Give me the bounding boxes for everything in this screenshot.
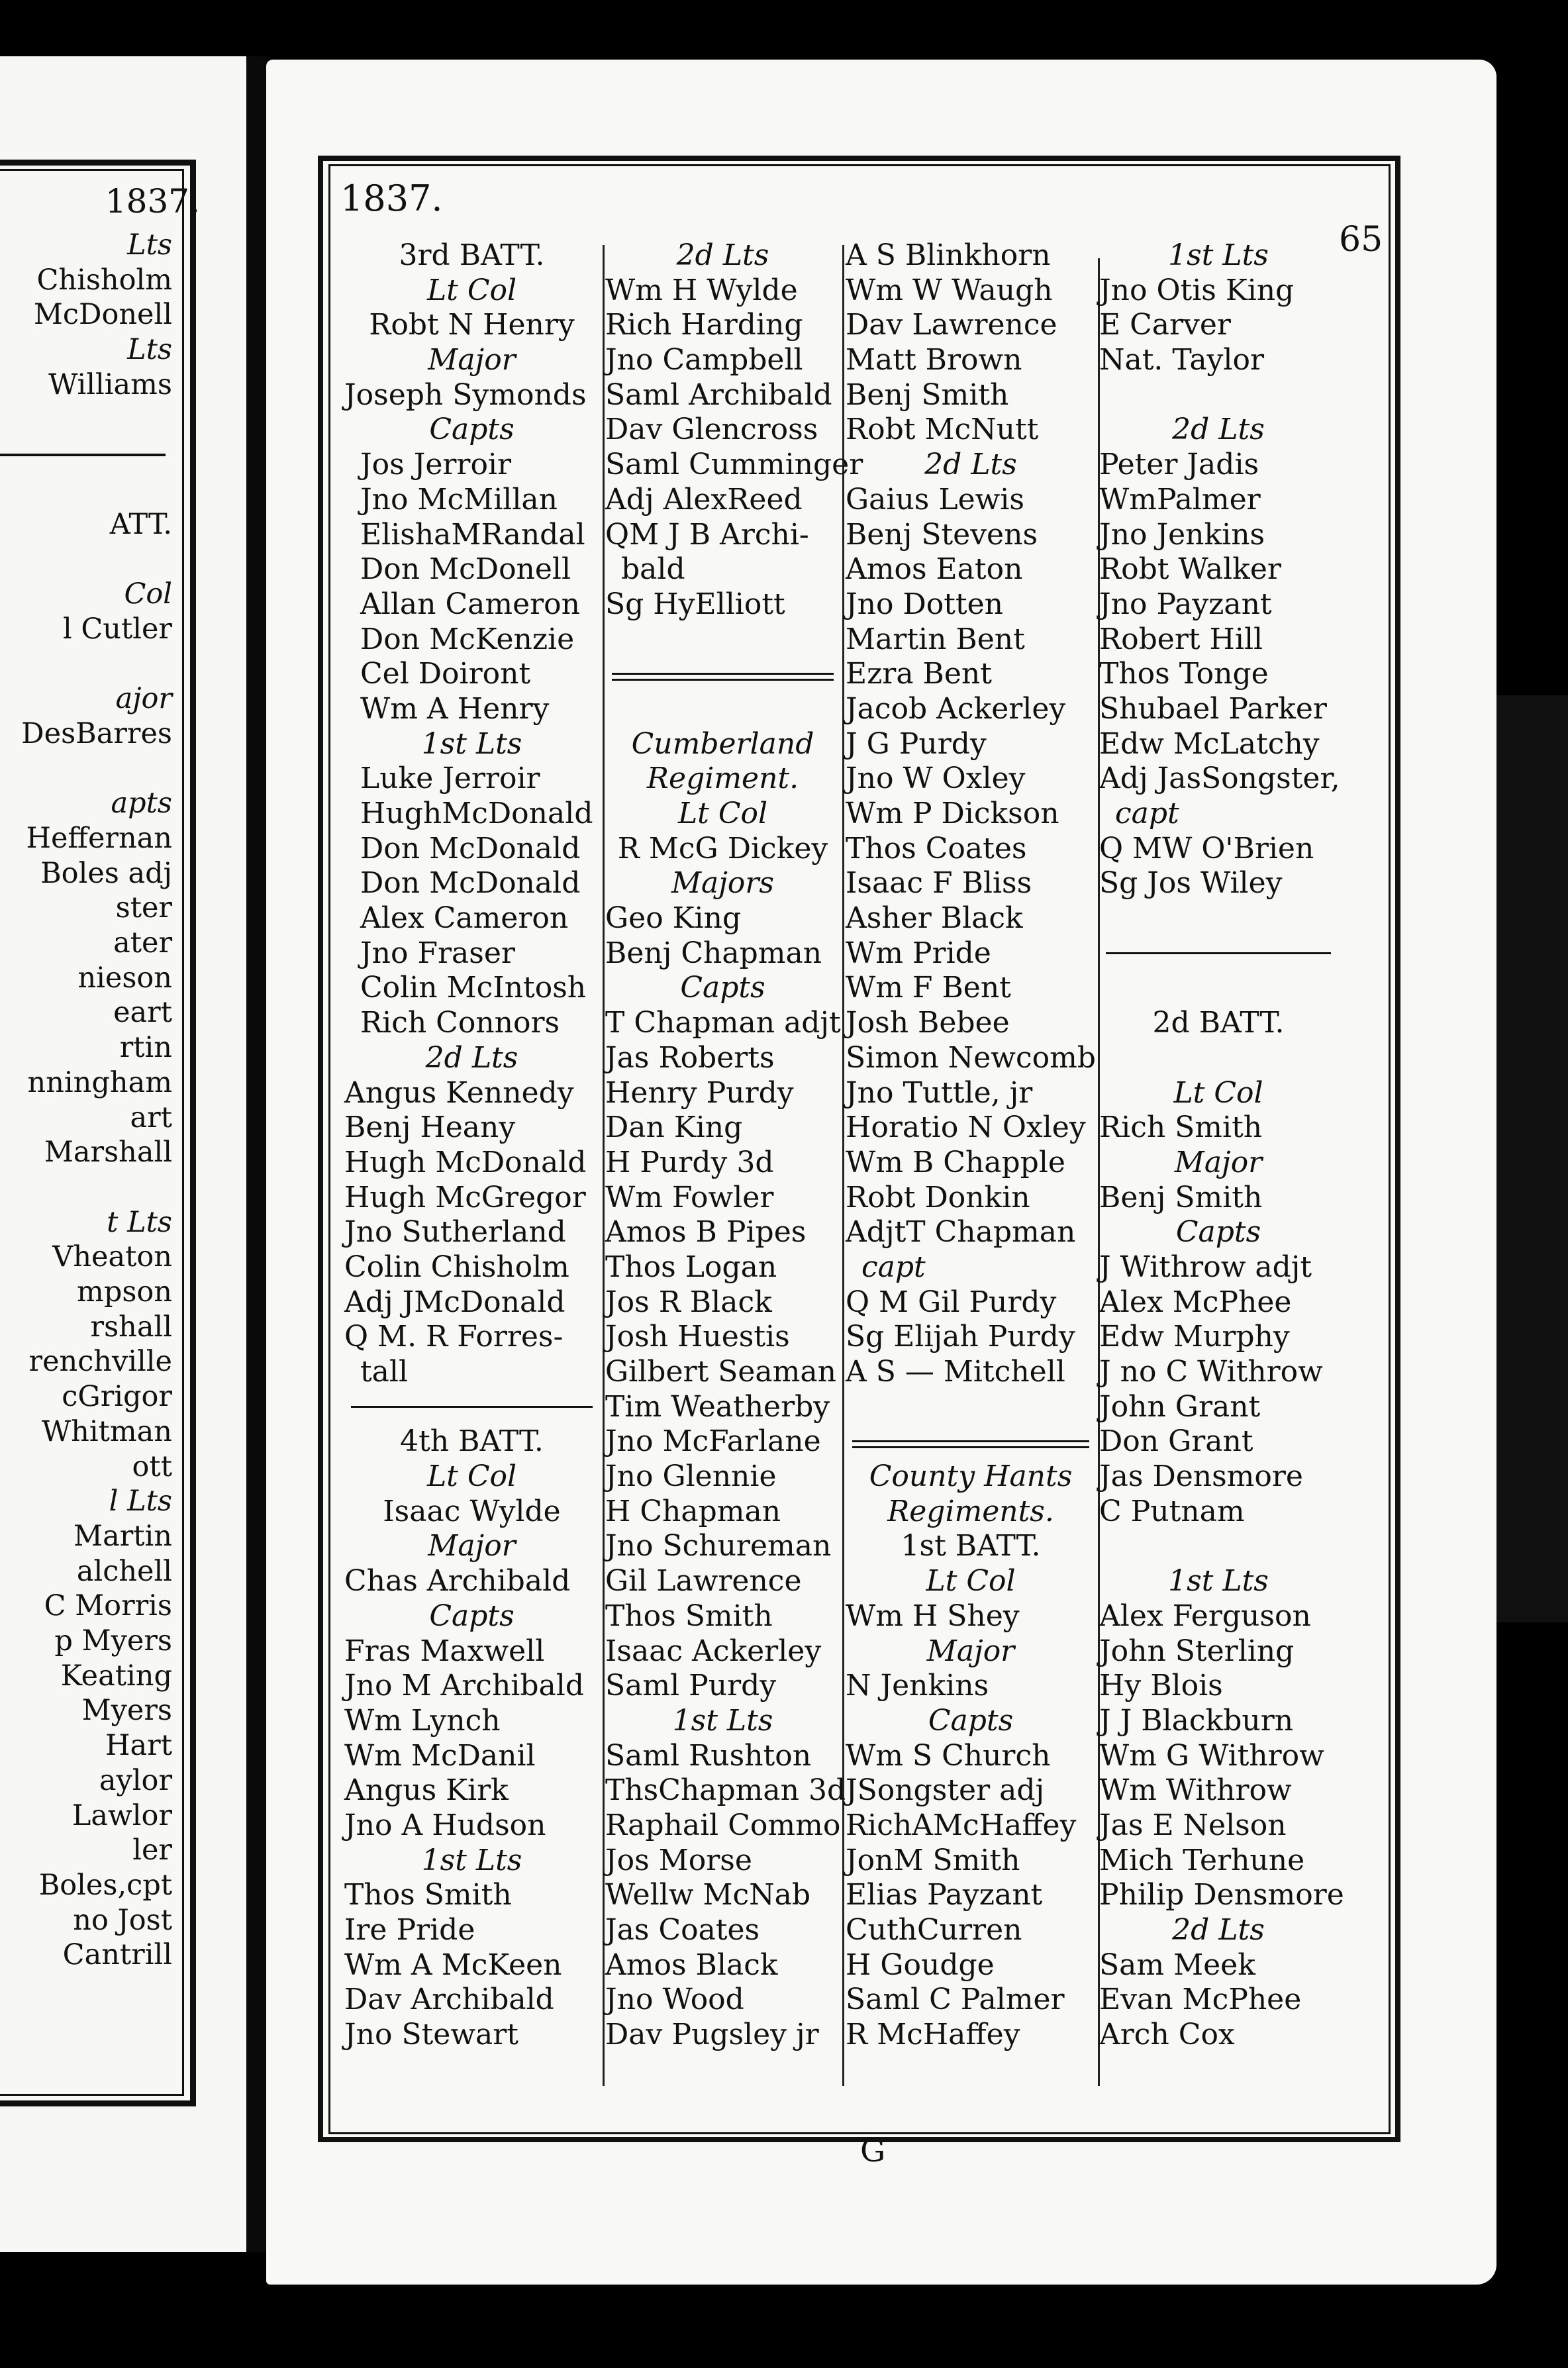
roster-entry: Raphail Commo [605, 1808, 841, 1842]
roster-entry: Robt Donkin [846, 1180, 1030, 1214]
roster-entry: Q M. R Forres- [344, 1320, 564, 1354]
roster-entry: Dav Archibald [344, 1983, 554, 2017]
roster-entry: Adj AlexReed [605, 482, 803, 517]
roster-entry: Jno Campbell [605, 343, 803, 377]
facing-page-line: eart [113, 996, 172, 1030]
roster-entry: Wellw McNab [605, 1878, 811, 1912]
roster-entry: Jno Stewart [344, 2018, 518, 2052]
roster-entry: Philip Densmore [1099, 1878, 1344, 1912]
roster-entry: R McG Dickey [617, 831, 828, 865]
roster-entry: Robt McNutt [846, 413, 1039, 447]
facing-page-line: Col [124, 577, 172, 611]
section-heading: Cumberland [631, 726, 814, 761]
section-heading: Capts [429, 413, 514, 447]
signature-mark: G [860, 2132, 886, 2169]
spacer [1099, 971, 1338, 1006]
section-heading: 1st Lts [672, 1703, 773, 1738]
roster-entry: Shubael Parker [1099, 691, 1327, 726]
roster-entry: John Sterling [1099, 1634, 1295, 1668]
section-heading: Lt Col [426, 1459, 517, 1494]
roster-entry: H Goudge [846, 1948, 995, 1982]
column-2 [605, 238, 863, 2053]
roster-entry: Don McDonald [360, 866, 581, 901]
roster-entry: CuthCurren [846, 1913, 1022, 1947]
roster-entry: T Chapman adjt [605, 1006, 841, 1040]
roster-entry: Joseph Symonds [344, 377, 587, 412]
roster-entry: Jno Tuttle, jr [846, 1075, 1033, 1110]
roster-entry: Rich Connors [360, 1006, 560, 1040]
spacer [1099, 378, 1338, 413]
section-heading: Major [428, 343, 516, 377]
spacer [605, 622, 840, 658]
roster-entry: JSongster adj [846, 1773, 1045, 1808]
section-heading: 2d Lts [924, 448, 1017, 482]
roster-entry: H Chapman [605, 1494, 781, 1528]
section-heading: Major [1174, 1145, 1263, 1179]
facing-page-line: McDonell [33, 298, 172, 332]
roster-entry: Sg Jos Wiley [1099, 866, 1283, 901]
roster-entry: J J Blackburn [1099, 1703, 1294, 1738]
roster-entry: Q MW O'Brien [1099, 831, 1314, 865]
roster-entry: Peter Jadis [1099, 448, 1259, 482]
roster-entry: Amos Eaton [846, 552, 1023, 587]
roster-entry: Jno McFarlane [605, 1424, 821, 1459]
roster-entry: Dan King [605, 1110, 743, 1145]
roster-entry: Dav Lawrence [846, 308, 1057, 342]
roster-entry: Luke Jerroir [360, 762, 540, 796]
facing-page-line: Martin [74, 1519, 172, 1553]
roster-entry: Horatio N Oxley [846, 1110, 1086, 1145]
roster-entry: Wm S Church [846, 1738, 1051, 1773]
roster-entry: Robert Hill [1099, 622, 1263, 656]
section-heading: Lt Col [426, 273, 517, 307]
roster-entry: Benj Smith [846, 377, 1009, 412]
roster-entry: Angus Kennedy [344, 1075, 574, 1110]
roster-entry: ElishaMRandal [360, 517, 585, 552]
roster-entry: Colin Chisholm [344, 1250, 569, 1284]
roster-entry: Jas E Nelson [1099, 1808, 1287, 1842]
spacer [1099, 901, 1338, 936]
roster-entry: Jno Sutherland [344, 1215, 566, 1250]
roster-entry: Wm McDanil [344, 1738, 536, 1773]
roster-entry: Edw Murphy [1099, 1320, 1290, 1354]
roster-entry: Josh Huestis [605, 1320, 790, 1354]
roster-entry: Don McKenzie [360, 622, 575, 656]
roster-entry: Thos Smith [344, 1878, 512, 1912]
roster-entry: Martin Bent [846, 622, 1025, 656]
section-heading: Capts [429, 1599, 514, 1633]
main-page [266, 60, 1496, 2285]
facing-page-line: rshall [90, 1310, 172, 1344]
facing-page-line: rtin [119, 1031, 172, 1065]
roster-entry: J G Purdy [846, 726, 987, 761]
section-heading: 1st BATT. [901, 1529, 1041, 1563]
roster-entry: N Jenkins [846, 1669, 989, 1703]
roster-entry: Ire Pride [344, 1913, 475, 1947]
facing-page-line: alchell [76, 1554, 172, 1588]
roster-entry: Gilbert Seaman [605, 1355, 836, 1389]
page-year: 1837. [340, 177, 443, 219]
roster-entry: Jos R Black [605, 1285, 772, 1319]
roster-entry: Geo King [605, 901, 742, 936]
facing-page-line: C Morris [44, 1589, 172, 1623]
facing-page-line: l Cutler [62, 612, 172, 646]
roster-entry: Gil Lawrence [605, 1564, 802, 1599]
facing-page-line: DesBarres [21, 716, 172, 750]
section-heading: 2d Lts [1172, 1913, 1265, 1947]
roster-entry: Wm F Bent [846, 971, 1011, 1005]
roster-entry: Asher Black [846, 901, 1023, 936]
roster-entry: HughMcDonald [360, 797, 593, 830]
facing-page-line: nieson [77, 961, 172, 995]
roster-entry: Alex McPhee [1099, 1285, 1292, 1319]
roster-entry: Amos B Pipes [605, 1215, 807, 1250]
roster-entry: Isaac Ackerley [605, 1634, 822, 1668]
facing-page-line: Lawlor [72, 1799, 172, 1832]
roster-entry: Sg HyElliott [605, 587, 785, 621]
roster-entry: Jacob Ackerley [846, 691, 1066, 726]
roster-entry: Rich Smith [1099, 1110, 1263, 1145]
background-shadow [1496, 695, 1568, 1622]
roster-entry: Don McDonell [360, 552, 571, 587]
roster-entry: Arch Cox [1099, 2018, 1235, 2052]
section-heading: 1st Lts [1168, 238, 1269, 272]
facing-page-line: Vheaton [52, 1240, 172, 1274]
facing-page-line: mpson [77, 1275, 172, 1308]
column-rule [603, 245, 605, 2086]
facing-page-line: p Myers [54, 1624, 172, 1657]
roster-entry: Robt N Henry [369, 308, 575, 342]
page-number: 65 [1339, 220, 1383, 260]
roster-entry: Saml Cumminger [605, 448, 863, 482]
facing-page-line: ajor [115, 682, 172, 716]
facing-page-line: ott [132, 1450, 172, 1483]
roster-entry: Saml C Palmer [846, 1983, 1065, 2017]
roster-entry: Wm Lynch [344, 1703, 501, 1738]
facing-page-line: Boles adj [40, 856, 172, 890]
facing-page-line: ster [115, 891, 172, 925]
roster-entry: capt [861, 1250, 926, 1284]
facing-page-line: Chisholm [36, 263, 172, 297]
section-heading: Lt Col [926, 1564, 1016, 1599]
roster-entry: Jno A Hudson [344, 1808, 546, 1842]
section-rule [0, 454, 166, 456]
facing-page-line: cGrigor [62, 1380, 172, 1414]
column-4 [1099, 238, 1344, 2053]
section-rule [344, 1390, 599, 1425]
roster-entry: Robt Walker [1099, 552, 1281, 587]
facing-page-line: Hart [105, 1729, 172, 1763]
roster-entry: Alex Cameron [360, 901, 569, 936]
roster-entry: Fras Maxwell [344, 1634, 545, 1668]
roster-entry: Mich Terhune [1099, 1843, 1305, 1877]
roster-entry: Isaac F Bliss [846, 866, 1032, 901]
facing-page [0, 56, 246, 2252]
section-heading: 2d BATT. [1152, 1006, 1285, 1040]
roster-entry: Thos Smith [605, 1599, 773, 1633]
roster-entry: Sg Elijah Purdy [846, 1320, 1075, 1354]
roster-entry: Wm Fowler [605, 1180, 774, 1214]
roster-entry: RichAMcHaffey [846, 1808, 1077, 1842]
roster-entry: Ezra Bent [846, 657, 992, 691]
roster-entry: Jno Otis King [1099, 273, 1295, 307]
roster-entry: Jos Jerroir [360, 448, 512, 482]
roster-entry: Jno M Archibald [344, 1669, 584, 1703]
roster-entry: R McHaffey [846, 2018, 1020, 2052]
roster-entry: Jno McMillan [360, 482, 558, 517]
roster-entry: C Putnam [1099, 1494, 1245, 1528]
facing-page-line: Cantrill [62, 1938, 172, 1972]
facing-page-line: Boles,cpt [38, 1868, 172, 1902]
facing-page-line: aylor [99, 1763, 172, 1797]
column-3 [846, 238, 1096, 2053]
section-heading: 2d Lts [1172, 413, 1265, 447]
facing-page-line: Lts [127, 228, 172, 262]
section-heading: 3rd BATT. [399, 238, 545, 272]
section-heading: Lt Col [1173, 1075, 1263, 1110]
roster-entry: ThsChapman 3d [605, 1773, 846, 1808]
facing-page-line: apts [111, 787, 172, 820]
roster-entry: Benj Smith [1099, 1180, 1263, 1214]
roster-entry: Jno Payzant [1099, 587, 1272, 621]
roster-entry: Elias Payzant [846, 1878, 1043, 1912]
facing-page-line: ler [132, 1834, 172, 1867]
roster-entry: Henry Purdy [605, 1075, 794, 1110]
roster-entry: Colin McIntosh [360, 971, 587, 1005]
book-gutter [246, 56, 266, 2252]
roster-entry: Thos Coates [846, 831, 1027, 865]
section-heading: Regiment. [646, 762, 799, 796]
section-rule [1099, 936, 1338, 971]
section-heading: Regiments. [887, 1494, 1054, 1528]
roster-entry: Dav Pugsley jr [605, 2018, 819, 2052]
roster-entry: Thos Logan [605, 1250, 777, 1284]
facing-page-line: t Lts [107, 1205, 172, 1239]
roster-entry: tall [360, 1355, 409, 1389]
roster-entry: J no C Withrow [1099, 1355, 1323, 1389]
roster-entry: Adj JasSongster, [1099, 762, 1340, 796]
section-heading: 1st Lts [421, 726, 522, 761]
section-rule [605, 657, 840, 692]
roster-entry: Benj Stevens [846, 517, 1038, 552]
roster-entry: Matt Brown [846, 343, 1022, 377]
roster-entry: Edw McLatchy [1099, 726, 1320, 761]
roster-entry: Wm Withrow [1099, 1773, 1292, 1808]
roster-entry: Wm B Chapple [846, 1145, 1065, 1179]
roster-entry: Benj Heany [344, 1110, 516, 1145]
roster-entry: Adj JMcDonald [344, 1285, 565, 1319]
spacer [605, 692, 840, 727]
facing-page-line: Myers [81, 1694, 172, 1728]
facing-page-line: Heffernan [26, 821, 172, 855]
facing-page-line: Williams [48, 368, 172, 401]
facing-page-line: renchville [28, 1345, 172, 1379]
roster-entry: Wm A Henry [360, 691, 550, 726]
roster-entry: Cel Doiront [360, 657, 531, 691]
roster-entry: Thos Tonge [1099, 657, 1269, 691]
section-heading: Capts [680, 971, 765, 1005]
roster-entry: Sam Meek [1099, 1948, 1255, 1982]
roster-entry: Wm H Shey [846, 1599, 1020, 1633]
roster-entry: Allan Cameron [360, 587, 580, 621]
roster-entry: Jno Wood [605, 1983, 744, 2017]
roster-entry: Jno Jenkins [1099, 517, 1265, 552]
section-heading: 2d Lts [676, 238, 769, 272]
roster-entry: A S Blinkhorn [846, 238, 1051, 272]
roster-entry: bald [621, 552, 685, 587]
roster-entry: Wm P Dickson [846, 797, 1059, 830]
roster-entry: Wm G Withrow [1099, 1738, 1324, 1773]
roster-entry: Jos Morse [605, 1843, 752, 1877]
roster-entry: Benj Chapman [605, 936, 822, 970]
roster-entry: J Withrow adjt [1099, 1250, 1312, 1284]
facing-page-line: Keating [60, 1659, 172, 1693]
section-heading: 2d Lts [425, 1040, 518, 1075]
roster-entry: QM J B Archi- [605, 517, 809, 552]
roster-entry: Hy Blois [1099, 1669, 1223, 1703]
section-heading: Majors [671, 866, 775, 901]
roster-entry: Jas Densmore [1099, 1459, 1303, 1494]
spacer [846, 1390, 1096, 1425]
roster-entry: Chas Archibald [344, 1564, 571, 1599]
roster-entry: Amos Black [605, 1948, 778, 1982]
section-heading: Capts [1175, 1215, 1261, 1250]
roster-entry: Saml Purdy [605, 1669, 777, 1703]
roster-entry: Jas Roberts [605, 1040, 775, 1075]
roster-entry: Don Grant [1099, 1424, 1253, 1459]
roster-entry: Rich Harding [605, 308, 803, 342]
column-rule [842, 245, 844, 2086]
facing-page-line: l Lts [109, 1485, 172, 1518]
facing-page-year: 1837. [105, 182, 200, 221]
roster-entry: Jno Dotten [846, 587, 1003, 621]
roster-entry: Wm H Wylde [605, 273, 798, 307]
section-heading: 1st Lts [1168, 1564, 1269, 1599]
section-rule [846, 1424, 1096, 1459]
roster-entry: John Grant [1099, 1389, 1261, 1424]
roster-entry: Angus Kirk [344, 1773, 509, 1808]
section-heading: Major [428, 1529, 516, 1563]
section-heading: County Hants [869, 1459, 1073, 1494]
column-1 [344, 238, 599, 2053]
section-heading: Major [926, 1634, 1015, 1668]
roster-entry: Don McDonald [360, 831, 581, 865]
roster-entry: Hugh McGregor [344, 1180, 586, 1214]
spacer [1099, 1529, 1338, 1564]
roster-entry: AdjtT Chapman [846, 1215, 1076, 1250]
roster-entry: JonM Smith [846, 1843, 1020, 1877]
roster-entry: capt [1115, 797, 1179, 830]
roster-entry: Jno Glennie [605, 1459, 777, 1494]
roster-entry: Alex Ferguson [1099, 1599, 1311, 1633]
facing-page-line: ATT. [109, 507, 172, 541]
roster-entry: Saml Archibald [605, 377, 832, 412]
roster-entry: Josh Bebee [846, 1006, 1010, 1040]
roster-entry: E Carver [1099, 308, 1231, 342]
roster-entry: Q M Gil Purdy [846, 1285, 1057, 1319]
facing-page-line: Marshall [44, 1136, 172, 1169]
roster-entry: Jas Coates [605, 1913, 760, 1947]
roster-entry: Simon Newcomb [846, 1040, 1096, 1075]
facing-page-line: nningham [27, 1065, 172, 1099]
section-heading: Capts [928, 1703, 1014, 1738]
facing-page-line: no Jost [73, 1903, 172, 1937]
facing-page-line: Lts [127, 333, 172, 367]
roster-entry: Wm W Waugh [846, 273, 1053, 307]
roster-entry: Nat. Taylor [1099, 343, 1265, 377]
roster-entry: A S — Mitchell [846, 1355, 1065, 1389]
roster-entry: Wm A McKeen [344, 1948, 562, 1982]
roster-entry: Hugh McDonald [344, 1145, 587, 1179]
roster-entry: Tim Weatherby [605, 1389, 830, 1424]
facing-page-line: ater [113, 926, 172, 960]
facing-page-line: Whitman [41, 1414, 172, 1448]
roster-entry: Jno Fraser [360, 936, 515, 970]
roster-entry: Wm Pride [846, 936, 991, 970]
roster-entry: Jno Schureman [605, 1529, 832, 1563]
facing-page-line: art [130, 1101, 172, 1134]
section-heading: 1st Lts [421, 1843, 522, 1877]
roster-entry: Saml Rushton [605, 1738, 812, 1773]
roster-entry: Jno W Oxley [846, 762, 1026, 796]
roster-entry: Isaac Wylde [383, 1494, 561, 1528]
section-heading: 4th BATT. [400, 1424, 544, 1459]
roster-entry: Evan McPhee [1099, 1983, 1302, 2017]
roster-entry: WmPalmer [1099, 482, 1261, 517]
roster-entry: Dav Glencross [605, 413, 818, 447]
section-heading: Lt Col [677, 797, 768, 830]
roster-entry: Gaius Lewis [846, 482, 1024, 517]
spacer [1099, 1041, 1338, 1076]
roster-entry: H Purdy 3d [605, 1145, 774, 1179]
